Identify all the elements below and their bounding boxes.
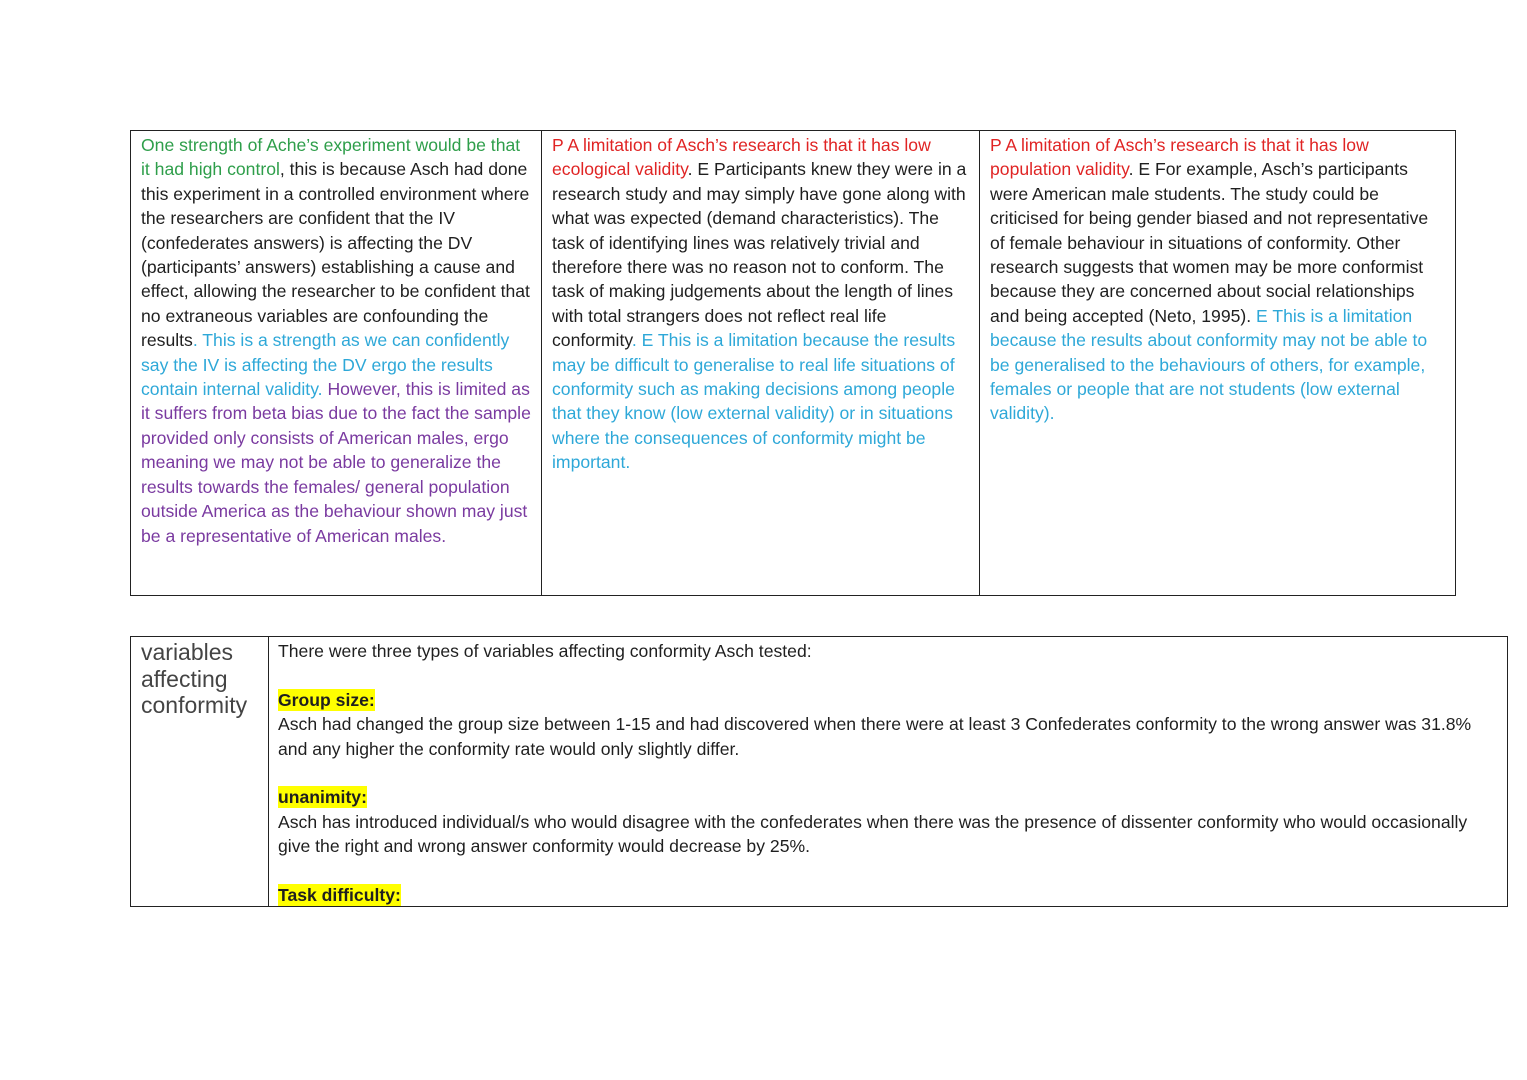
evaluation-cell-population-validity xyxy=(980,131,1455,595)
group-size-heading: Group size: xyxy=(278,689,375,710)
group-size-text: Asch had changed the group size between 1-15 and had discovered when there were at least 3 Confederates conformity to the wrong answer was 31.8% and any higher the conformity rate would only slightly differ. xyxy=(278,714,1472,759)
text-segment: One strength of Ache’s experiment would be that it had high control xyxy=(141,135,521,180)
variables-table xyxy=(130,636,1508,907)
variables-intro: There were three types of variables affecting conformity Asch tested: xyxy=(278,641,812,661)
unanimity-heading: unanimity: xyxy=(278,787,367,808)
text-segment: . E This is a limitation because the results may be difficult to generalise to real life situations of conformity such as making decisions among people that they know (low external validity) or in situations where the consequences of conformity might be important. xyxy=(552,330,956,473)
unanimity-text: Asch has introduced individual/s who would disagree with the confederates when there was the presence of dissenter conformity who would occasionally give the right and wrong answer conformity would decrease by 25%. xyxy=(278,811,1468,857)
text-segment: E This is a limitation because the results about conformity may not be able to be generalised to the behaviours of others, for example, females or people that are not students (low external validity). xyxy=(990,305,1428,424)
variables-label: variables affecting conformity xyxy=(131,637,269,906)
text-segment: , this is because Asch had done this experiment in a controlled environment where the researchers are confident that the IV (confederates answers) is affecting the DV (participants’ answers) establishing a cause and effect, allowing the researcher to be confident that no extraneous variables are confounding the results xyxy=(141,159,530,351)
text-segment: . E For example, Asch’s participants were American male students. The study could be criticised for being gender biased and not representative of female behaviour in situations of conformity. Other research suggests that women may be more conformist because they are concerned about social relationships and being accepted (Neto, 1995). xyxy=(990,159,1429,326)
text-segment: P A limitation of Asch’s research is that it has low population validity xyxy=(990,135,1369,180)
text-segment: However, this is limited as it suffers from beta bias due to the fact the sample provided only consists of American males, ergo meaning we may not be able to generalize the results towards the females/ general population outside America as the behaviour shown may just be a representative of American males. xyxy=(141,379,531,546)
text-segment: P A limitation of Asch’s research is that it has low ecological validity xyxy=(552,135,931,180)
evaluation-cell-ecological-validity xyxy=(542,131,980,595)
text-segment: . This is a strength as we can confidently say the IV is affecting the DV ergo the results contain internal validity. xyxy=(141,330,510,400)
text-segment: . E Participants knew they were in a research study and may simply have gone along with what was expected (demand characteristics). The task of identifying lines was relatively trivial and therefore there was no reason not to conform. The task of making judgements about the length of lines with total strangers does not reflect real life conformity xyxy=(552,159,967,351)
variables-content xyxy=(269,637,1507,906)
evaluation-cell-strength xyxy=(131,131,542,595)
task-difficulty-heading: Task difficulty: xyxy=(278,885,401,906)
evaluation-table xyxy=(130,130,1456,596)
